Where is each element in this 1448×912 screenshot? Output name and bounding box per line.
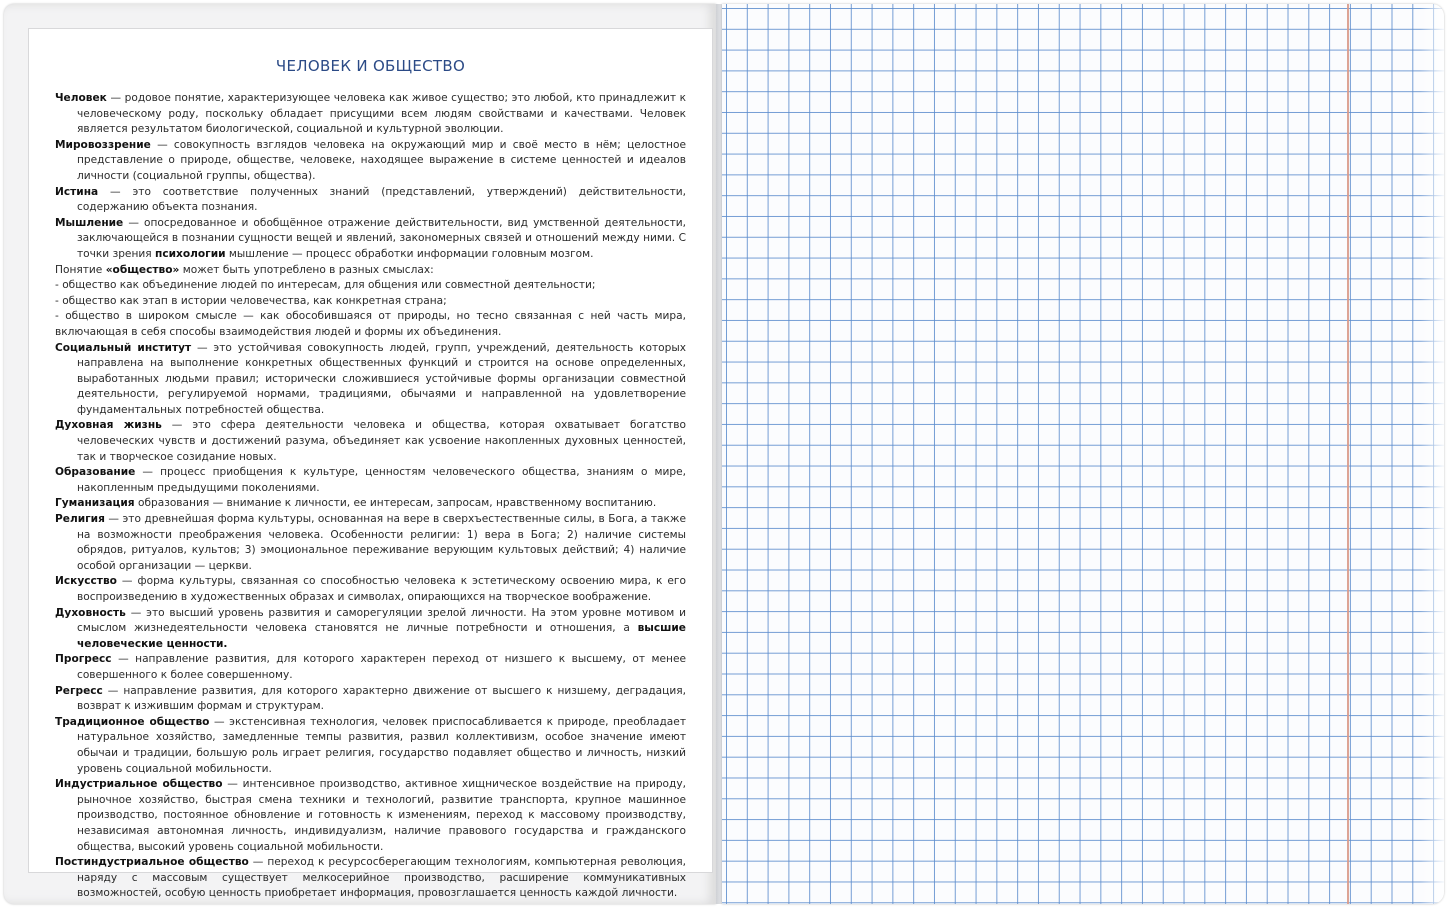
- definition-text: — родовое понятие, характеризующее человека как живое существо; это любой, кто принадлежит к человеческому роду, поскольку обладает присущими всем людям свойствами и качествами. Человек является результатом биологической, социальной и культурной эволюции.: [77, 92, 686, 136]
- definition-entry: [55, 496, 686, 512]
- definition-entry: [55, 341, 686, 419]
- definitions-list: [55, 91, 686, 902]
- definition-term: Регресс: [55, 684, 103, 697]
- definition-entry: [55, 294, 686, 310]
- definition-entry: [55, 606, 686, 653]
- definition-text: — это соответствие полученных знаний (представлений, утверждений) действительности, содержанию объекта познания.: [77, 185, 686, 214]
- definition-text: — это сфера деятельности человека и общества, которая охватывает богатство человеческих чувств и достижений разума, объединяет как усвоение накопленных духовных ценностей, так и творческое созидание новых.: [77, 419, 686, 463]
- definition-entry: [55, 574, 686, 605]
- definition-term: Прогресс: [55, 653, 112, 666]
- definition-text: Понятие: [55, 263, 106, 276]
- definition-text: — процесс приобщения к культуре, ценностям человеческого общества, знаниям о мире, накопленным предыдущими поколениями.: [77, 466, 686, 494]
- definition-term: Искусство: [55, 575, 117, 588]
- definition-text: - общество в широком смысле — как обособившаяся от природы, но тесно связанная с ней часть мира, включающая в себя способы взаимодействия людей и формы их объединения.: [55, 310, 686, 338]
- definition-tail: может быть употреблено в разных смыслах:: [179, 263, 434, 276]
- page-title: ЧЕЛОВЕК И ОБЩЕСТВО: [275, 57, 466, 75]
- definition-entry: [55, 855, 686, 902]
- definition-entry: [55, 777, 686, 855]
- definition-text: — опосредованное и обобщённое отражение действительности, вид умственной деятельности, заключающейся в познании сущности вещей и явлений, закономерных связей и отношений между ними. С точки зрения: [77, 216, 686, 260]
- definition-term: Истина: [55, 185, 99, 198]
- definition-text: — форма культуры, связанная со способностью человека к эстетическому освоению мира, к его воспроизведению в художественных образах и символах, опирающихся на творческое воображение.: [77, 575, 686, 603]
- definition-text: - общество как этап в истории человечества, как конкретная страна;: [55, 294, 447, 307]
- definition-text: — переход к ресурсосберегающим технологиям, компьютерная революция, наряду с массовым существует мелкосерийное производство, расширение коммуникативных возможностей, особую ценность приобретает информация, провозглашается ценность каждой личности.: [77, 856, 686, 900]
- definition-term: Духовность: [55, 606, 126, 619]
- definition-term: Индустриальное общество: [55, 778, 223, 791]
- left-page: [4, 4, 716, 904]
- definition-term: Человек: [55, 92, 107, 104]
- definition-text: — направление развития, для которого характерен переход от низшего к высшему, от менее совершенного к более совершенному.: [77, 653, 686, 681]
- definition-entry: [55, 138, 686, 185]
- definition-text: - общество как объединение людей по интересам, для общения или совместной деятельности;: [55, 279, 596, 292]
- definition-emphasis: высшие человеческие ценности.: [77, 622, 686, 650]
- definition-entry: [55, 91, 686, 138]
- definition-term: Мировоззрение: [55, 138, 151, 151]
- definition-term: Мышление: [55, 216, 124, 229]
- definition-text: — интенсивное производство, активное хищническое воздействие на природу, рыночное хозяйство, быстрая смена техники и технологий, развитие транспорта, крупное машинное производство, постоянное обновление и готовность к изменениям, переход к массовому производству, независимая автономная личность, индивидуализм, наличие правового государства и гражданского общества, высокий уровень социальной мобильности.: [77, 778, 687, 853]
- definition-entry: [55, 185, 686, 216]
- definition-emphasis: «общество»: [105, 263, 180, 276]
- definition-term: Религия: [55, 513, 105, 526]
- page-edge: [1420, 4, 1444, 904]
- definition-text: — экстенсивная технология, человек приспосабливается к природе, преобладает натуральное хозяйство, замедленные темпы развития, развил коллективизм, особое значение имеют обычаи и традиции, большую роль играет религия, государство подавляет общество и личность, низкий уровень социальной мобильности.: [77, 715, 686, 775]
- definition-text: образования — внимание к личности, ее интересам, запросам, нравственному воспитанию.: [134, 497, 657, 510]
- definition-entry: [55, 418, 686, 465]
- definition-entry: [55, 216, 686, 263]
- definition-entry: [55, 309, 686, 340]
- definition-entry: [55, 715, 686, 777]
- reference-panel: [28, 28, 713, 900]
- definition-entry: [55, 684, 686, 715]
- margin-line: [1347, 4, 1349, 904]
- grid-page: [722, 4, 1444, 904]
- definition-text: — направление развития, для которого характерно движение от высшего к низшему, деградация, возврат к изжившим формам и структурам.: [77, 684, 686, 713]
- definition-entry: [55, 652, 686, 683]
- definition-emphasis: психологии: [155, 247, 226, 260]
- definition-entry: [55, 465, 686, 496]
- definition-term: Традиционное общество: [55, 715, 210, 728]
- definition-term: Постиндустриальное общество: [55, 856, 249, 869]
- definition-text: — это древнейшая форма культуры, основанная на вере в сверхъестественные силы, в Бога, а также на возможности преображения человека. Особенности религии: 1) вера в Бога; 2) наличие системы обрядов, ритуалов, культов; 3) эмоциональное переживание верующим культовых действий; 4) наличие особой организации — церкви.: [77, 513, 686, 572]
- definition-entry: [55, 263, 686, 279]
- definition-term: Гуманизация: [55, 497, 135, 510]
- definition-entry: [55, 278, 686, 294]
- definition-term: Социальный институт: [55, 341, 192, 354]
- definition-term: Духовная жизнь: [55, 419, 162, 432]
- definition-term: Образование: [55, 466, 136, 479]
- definition-tail: мышление — процесс обработки информации головным мозгом.: [225, 247, 594, 260]
- definition-text: — это высший уровень развития и саморегуляции зрелой личности. На этом уровне мотивом и смыслом жизнедеятельности человека становятся не личные потребности и отношения, а: [77, 606, 686, 635]
- definition-entry: [55, 512, 686, 574]
- definition-text: — это устойчивая совокупность людей, групп, учреждений, деятельность которых направлена на выполнение конкретных общественных функций и строится на основе определенных, выработанных людьми правил; исторически сложившиеся устойчивые формы организации совместной деятельности, регулируемой нормами, традициями, обычаями и направленной на удовлетворение фундаментальных потребностей общества.: [77, 341, 686, 416]
- definition-text: — совокупность взглядов человека на окружающий мир и своё место в нём; целостное представление о природе, обществе, человеке, находящее выражение в системе ценностей и идеалов личности (социальной группы, общества).: [77, 138, 686, 182]
